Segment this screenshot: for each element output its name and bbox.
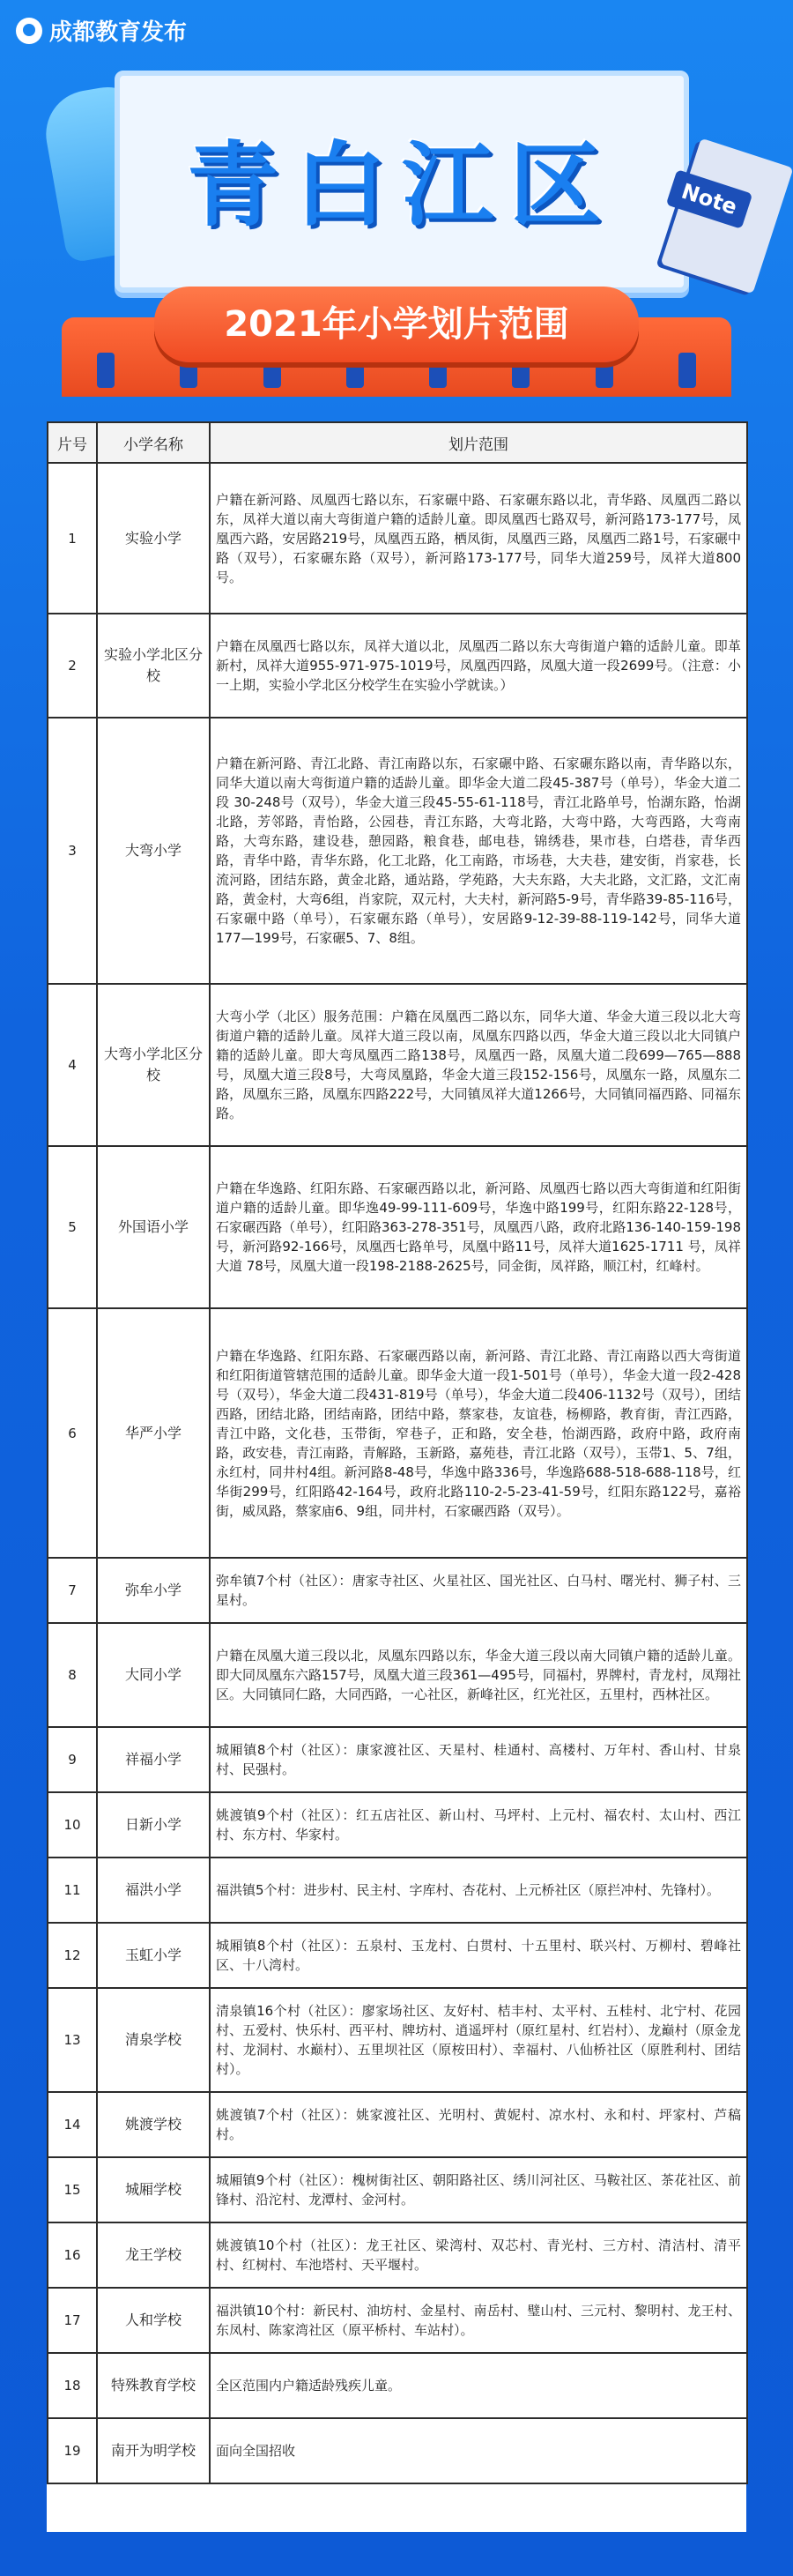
table-row bbox=[48, 1623, 747, 1727]
subtitle-ribbon bbox=[154, 287, 639, 362]
row-no: 5 bbox=[48, 1146, 97, 1308]
school-name: 祥福小学 bbox=[97, 1727, 210, 1792]
zoning-range: 城厢镇8个村（社区）：五泉村、玉龙村、白贯村、十五里村、联兴村、万柳村、碧峰社区、十八湾村。 bbox=[210, 1923, 747, 1988]
row-no: 16 bbox=[48, 2222, 97, 2288]
brand bbox=[16, 14, 187, 47]
school-name: 外国语小学 bbox=[97, 1146, 210, 1308]
title-board bbox=[115, 71, 689, 293]
slot bbox=[97, 353, 115, 388]
table-row bbox=[48, 463, 747, 614]
table-row bbox=[48, 1858, 747, 1923]
table-row bbox=[48, 2092, 747, 2157]
row-no: 18 bbox=[48, 2353, 97, 2418]
table-header-row bbox=[48, 422, 747, 463]
table-row bbox=[48, 1308, 747, 1558]
zoning-range: 面向全国招收 bbox=[210, 2418, 747, 2483]
row-no: 3 bbox=[48, 718, 97, 984]
school-name: 城厢学校 bbox=[97, 2157, 210, 2222]
zoning-table-container bbox=[47, 421, 746, 2532]
zoning-range: 户籍在华逸路、红阳东路、石家碾西路以南，新河路、青江北路、青江南路以西大弯街道和红阳街道管辖范围的适龄儿童。即华金大道一段1-501号（单号），华金大道一段2-428号（双号），华金大道二段431-819号（单号），华金大道二段406-1132号（双号），团结西路，团结北路，团结南路，团结中路，蔡家巷，友谊巷，杨柳路，教育街，青江西路，青江中路，文化巷，玉带街，窄巷子，正和路，安全巷，怡湖西路，政府中路，政府南路，政安巷，青江南路，青解路，玉新路，嘉苑巷，青江北路（双号），玉带1、5、7组，永红村，同井村4组。新河路8-48号，华逸中路336号，华逸路688-518-688-118号，红华街299号，红阳路42-164号，政府北路110-2-5-23-41-59号，红阳东路122号，嘉裕街，威凤路，蔡家庙6、9组，同井村，石家碾西路（双号）。 bbox=[210, 1308, 747, 1558]
zoning-table bbox=[47, 421, 748, 2484]
school-name: 南开为明学校 bbox=[97, 2418, 210, 2483]
header-no: 片号 bbox=[48, 422, 97, 463]
row-no: 13 bbox=[48, 1988, 97, 2092]
row-no: 12 bbox=[48, 1923, 97, 1988]
table-row bbox=[48, 1558, 747, 1623]
table-row bbox=[48, 2288, 747, 2353]
hero-banner bbox=[0, 53, 793, 406]
table-row bbox=[48, 718, 747, 984]
school-name: 弥牟小学 bbox=[97, 1558, 210, 1623]
table-row bbox=[48, 1923, 747, 1988]
zoning-range: 大弯小学（北区）服务范围：户籍在凤凰西二路以东，同华大道、华金大道三段以北大弯街道户籍的适龄儿童。凤祥大道三段以南，凤凰东四路以西，华金大道三段以北大同镇户籍的适龄儿童。即大弯凤凰西二路138号，凤凰西一路，凤凰大道二段699—765—888号，凤凰大道三段8号，大弯凤凰路，华金大道三段152-156号，凤凰东一路，凤凰东二路，凤凰东三路，凤凰东四路222号，大同镇凤祥大道1266号，大同镇同福西路、同福东路。 bbox=[210, 984, 747, 1146]
school-name: 实验小学 bbox=[97, 463, 210, 614]
zoning-range: 弥牟镇7个村（社区）：唐家寺社区、火星社区、国光社区、白马村、曙光村、狮子村、三星村。 bbox=[210, 1558, 747, 1623]
zoning-range: 户籍在新河路、凤凰西七路以东，石家碾中路、石家碾东路以北，青华路、凤凰西二路以东，凤祥大道以南大弯街道户籍的适龄儿童。即凤凰西七路双号，新河路173-177号，凤凰西六路，安居路219号，凤凰西五路，栖凤街，凤凰西三路，凤凰西二路1号，石家碾中路（双号），石家碾东路（双号），新河路173-177号，同华大道259号，凤祥大道800号。 bbox=[210, 463, 747, 614]
school-name: 特殊教育学校 bbox=[97, 2353, 210, 2418]
row-no: 6 bbox=[48, 1308, 97, 1558]
row-no: 19 bbox=[48, 2418, 97, 2483]
table-row bbox=[48, 984, 747, 1146]
zoning-range: 城厢镇9个村（社区）：槐树街社区、朝阳路社区、绣川河社区、马鞍社区、茶花社区、前锋村、沿沱村、龙潭村、金河村。 bbox=[210, 2157, 747, 2222]
top-bar bbox=[0, 0, 793, 53]
district-title: 青白江区 bbox=[186, 131, 617, 239]
zoning-range: 户籍在华逸路、红阳东路、石家碾西路以北，新河路、凤凰西七路以西大弯街道和红阳街道户籍的适龄儿童。即华逸49-99-111-609号，华逸中路199号，红阳东路22-128号，石家碾西路（单号），红阳路363-278-351号，凤凰西八路，政府北路136-140-159-198号，新河路92-166号，凤凰西七路单号，凤凰中路11号，凤祥大道1625-1711 号，凤祥大道 78号，凤凰大道一段198-2188-2625号，同金街，凤祥路，顺江村，红峰村。 bbox=[210, 1146, 747, 1308]
school-name: 大弯小学北区分校 bbox=[97, 984, 210, 1146]
header-school: 小学名称 bbox=[97, 422, 210, 463]
subtitle: 2021年小学划片范围 bbox=[224, 304, 569, 345]
school-name: 华严小学 bbox=[97, 1308, 210, 1558]
school-name: 人和学校 bbox=[97, 2288, 210, 2353]
zoning-range: 城厢镇8个村（社区）：康家渡社区、天星村、桂通村、高楼村、万年村、香山村、甘泉村、民强村。 bbox=[210, 1727, 747, 1792]
brand-name: 成都教育发布 bbox=[49, 19, 188, 46]
zoning-range: 清泉镇16个村（社区）：廖家场社区、友好村、桔丰村、太平村、五桂村、北宁村、花园村、五爱村、快乐村、西平村、牌坊村、逍遥坪村（原红星村、红岩村）、龙巅村（原金龙村、龙洞村、水巅村）、五里坝社区（原桉田村）、幸福村、八仙桥社区（原胜利村、团结村）。 bbox=[210, 1988, 747, 2092]
zoning-range: 户籍在凤凰西七路以东，凤祥大道以北，凤凰西二路以东大弯街道户籍的适龄儿童。即革新村，凤祥大道955-971-975-1019号，凤凰西四路，凤凰大道一段2699号。（注意：小一上期，实验小学北区分校学生在实验小学就读。） bbox=[210, 614, 747, 718]
row-no: 7 bbox=[48, 1558, 97, 1623]
row-no: 17 bbox=[48, 2288, 97, 2353]
table-row bbox=[48, 2157, 747, 2222]
header-range: 划片范围 bbox=[210, 422, 747, 463]
school-name: 实验小学北区分校 bbox=[97, 614, 210, 718]
table-row bbox=[48, 614, 747, 718]
row-no: 4 bbox=[48, 984, 97, 1146]
table-row bbox=[48, 1727, 747, 1792]
zoning-range: 户籍在新河路、青江北路、青江南路以东，石家碾中路、石家碾东路以南，青华路以东，同华大道以南大弯街道户籍的适龄儿童。即华金大道二段45-387号（单号），华金大道二段 30-248号（双号），华金大道三段45-55-61-118号，青江北路单号，怡湖东路，怡湖北路，芳邻路，青怡路，公园巷，青江东路，大弯北路，大弯中路，大弯西路，大弯南路，大弯东路，建设巷，憩园路，粮食巷，邮电巷，锦绣巷，果市巷，白塔巷，青华西路，青华中路，青华东路，化工北路，化工南路，市场巷，大夫巷，建安街，肖家巷，长流河路，团结东路，黄金北路，通站路，学苑路，大夫东路，大夫北路，文汇路，文汇南路，黄金村，大弯6组，肖家院，双元村，大夫村，新河路5-9号，青华路39-85-116号，石家碾中路（单号），石家碾东路（单号），安居路9-12-39-88-119-142号，同华大道177—199号，石家碾5、7、8组。 bbox=[210, 718, 747, 984]
zoning-range: 姚渡镇10个村（社区）：龙王社区、梁湾村、双芯村、青光村、三方村、清洁村、清平村、红树村、车池塔村、天平堰村。 bbox=[210, 2222, 747, 2288]
zoning-range: 全区范围内户籍适龄残疾儿童。 bbox=[210, 2353, 747, 2418]
slot bbox=[678, 353, 696, 388]
school-name: 大弯小学 bbox=[97, 718, 210, 984]
zoning-range: 姚渡镇9个村（社区）：红五店社区、新山村、马坪村、上元村、福农村、太山村、西江村、东方村、华家村。 bbox=[210, 1792, 747, 1858]
school-name: 龙王学校 bbox=[97, 2222, 210, 2288]
row-no: 9 bbox=[48, 1727, 97, 1792]
table-row bbox=[48, 2222, 747, 2288]
school-name: 福洪小学 bbox=[97, 1858, 210, 1923]
row-no: 11 bbox=[48, 1858, 97, 1923]
row-no: 2 bbox=[48, 614, 97, 718]
table-row bbox=[48, 2353, 747, 2418]
row-no: 10 bbox=[48, 1792, 97, 1858]
zoning-range: 福洪镇5个村：进步村、民主村、字库村、杏花村、上元桥社区（原拦冲村、先锋村）。 bbox=[210, 1858, 747, 1923]
school-name: 玉虹小学 bbox=[97, 1923, 210, 1988]
brand-logo-icon bbox=[16, 18, 42, 44]
row-no: 15 bbox=[48, 2157, 97, 2222]
school-name: 大同小学 bbox=[97, 1623, 210, 1727]
table-row bbox=[48, 2418, 747, 2483]
zoning-range: 福洪镇10个村：新民村、油坊村、金星村、南岳村、璧山村、三元村、黎明村、龙王村、东凤村、陈家湾社区（原平桥村、车站村）。 bbox=[210, 2288, 747, 2353]
table-row bbox=[48, 1146, 747, 1308]
school-name: 日新小学 bbox=[97, 1792, 210, 1858]
row-no: 8 bbox=[48, 1623, 97, 1727]
zoning-range: 姚渡镇7个村（社区）：姚家渡社区、光明村、黄妮村、凉水村、永和村、坪家村、芦稿村。 bbox=[210, 2092, 747, 2157]
row-no: 1 bbox=[48, 463, 97, 614]
table-row bbox=[48, 1988, 747, 2092]
zoning-range: 户籍在凤凰大道三段以北，凤凰东四路以东，华金大道三段以南大同镇户籍的适龄儿童。即大同凤凰东六路157号，凤凰大道三段361—495号，同福村，界牌村，青龙村，凤翔社区。大同镇同仁路，大同西路，一心社区，新峰社区，红光社区，五里村，西林社区。 bbox=[210, 1623, 747, 1727]
school-name: 清泉学校 bbox=[97, 1988, 210, 2092]
note-badge: Note bbox=[666, 169, 753, 229]
table-row bbox=[48, 1792, 747, 1858]
school-name: 姚渡学校 bbox=[97, 2092, 210, 2157]
row-no: 14 bbox=[48, 2092, 97, 2157]
